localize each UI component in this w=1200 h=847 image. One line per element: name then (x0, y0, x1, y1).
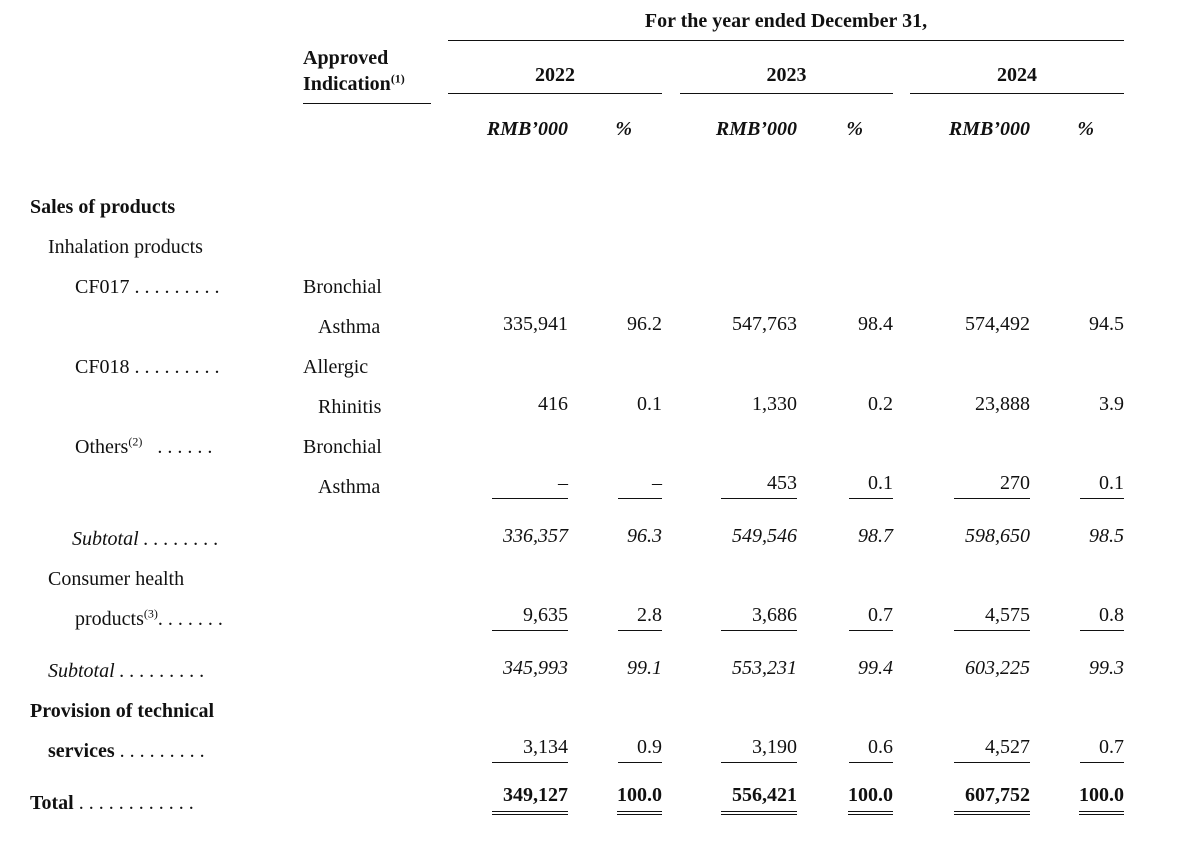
unit-label-2022: RMB’000 (486, 118, 568, 140)
row-label: Consumer health (48, 568, 185, 590)
percent-2022: 99.1 (627, 657, 662, 679)
percent-2023: 98.4 (858, 313, 893, 335)
approved-indication-header (303, 45, 431, 104)
amount-2023: 547,763 (732, 313, 797, 335)
percent-2022: – (568, 472, 662, 505)
percent-2022: 96.3 (627, 525, 662, 547)
percent-2024: 99.3 (1089, 657, 1124, 679)
amount-2024: 574,492 (965, 313, 1030, 335)
year-2024-header: 2024 (910, 64, 1124, 94)
indication: Bronchial (303, 276, 382, 298)
amount-2022: 336,357 (503, 525, 568, 547)
percent-2024: 94.5 (1089, 313, 1124, 335)
year-2022-header: 2022 (448, 64, 662, 94)
dot-leader: . . . . . . . . . (119, 740, 205, 762)
row-others-line1 (30, 425, 1200, 465)
row-inhalation-products (30, 225, 1200, 265)
row-label: Others$^{(2)}$ . . . . . . (75, 434, 213, 458)
row-cf018-values (30, 385, 1200, 425)
percent-2024: 100.0 (1030, 784, 1124, 821)
percent-2023: 98.7 (858, 525, 893, 547)
amount-2022: 3,134 (448, 736, 568, 769)
indication: Rhinitis (318, 396, 382, 418)
dot-leader: . . . . . . (157, 436, 213, 458)
row-label: Provision of technical (30, 700, 215, 722)
row-label: CF018 . . . . . . . . . (75, 356, 220, 378)
year-span-title: For the year ended December 31, (448, 10, 1124, 41)
row-sales-of-products (30, 185, 1200, 225)
row-total (30, 781, 1200, 821)
percent-2023: 100.0 (797, 784, 893, 821)
percent-2022: 96.2 (627, 313, 662, 335)
amount-2024: 4,575 (910, 604, 1030, 637)
unit-label-2024: RMB’000 (948, 118, 1030, 140)
row-subtotal-sales (30, 649, 1200, 689)
percent-2024: 0.7 (1030, 736, 1124, 769)
percent-2023: 0.2 (868, 393, 893, 415)
row-label: Subtotal . . . . . . . . (72, 528, 219, 550)
row-label: Total . . . . . . . . . . . . (30, 792, 194, 814)
amount-2022: 349,127 (448, 784, 568, 821)
percent-2022: 100.0 (568, 784, 662, 821)
percent-2024: 0.1 (1030, 472, 1124, 505)
row-label: Inhalation products (48, 236, 203, 258)
amount-2024: 270 (910, 472, 1030, 505)
row-technical-services-line1 (30, 689, 1200, 729)
row-label: Subtotal . . . . . . . . . (48, 660, 205, 682)
row-consumer-health-values (30, 597, 1200, 637)
row-consumer-health-line1 (30, 557, 1200, 597)
row-cf018-line1 (30, 345, 1200, 385)
percent-2024: 0.8 (1030, 604, 1124, 637)
percent-2024: 98.5 (1089, 525, 1124, 547)
row-cf017-values (30, 305, 1200, 345)
approved-indication-line2: Indication$^{(1)}$ (303, 71, 405, 95)
amount-2022: 416 (538, 393, 568, 415)
percent-2023: 99.4 (858, 657, 893, 679)
percent-label-2023: % (846, 118, 863, 140)
amount-2023: 553,231 (732, 657, 797, 679)
year-2023-header: 2023 (680, 64, 893, 94)
percent-2023: 0.1 (797, 472, 893, 505)
percent-label-2024: % (1077, 118, 1094, 140)
percent-label-2022: % (615, 118, 632, 140)
amount-2024: 607,752 (910, 784, 1030, 821)
row-others-values (30, 465, 1200, 505)
indication: Asthma (318, 316, 381, 338)
amount-2024: 598,650 (965, 525, 1030, 547)
dot-leader: . . . . . . . . . (119, 660, 205, 682)
amount-2023: 3,686 (680, 604, 797, 637)
footnote-ref-3: (3) (143, 606, 158, 621)
row-cf017-line1 (30, 265, 1200, 305)
amount-2022: – (448, 472, 568, 505)
indication: Allergic (303, 356, 369, 378)
indication: Asthma (318, 476, 381, 498)
approved-indication-line1: Approved (303, 47, 389, 69)
amount-2024: 23,888 (975, 393, 1030, 415)
footnote-ref-1: (1) (390, 71, 405, 86)
percent-2022: 0.1 (637, 393, 662, 415)
row-subtotal-inhalation (30, 517, 1200, 557)
amount-2022: 345,993 (503, 657, 568, 679)
table-header-years (30, 45, 1200, 104)
dot-leader: . . . . . . . (157, 608, 223, 630)
row-label: Sales of products (30, 196, 176, 218)
percent-2022: 0.9 (568, 736, 662, 769)
row-technical-services-values (30, 729, 1200, 769)
amount-2023: 549,546 (732, 525, 797, 547)
row-label: products$^{(3)}$. . . . . . . (75, 606, 223, 630)
percent-2023: 0.6 (797, 736, 893, 769)
amount-2023: 3,190 (680, 736, 797, 769)
table-header-units (30, 118, 1200, 141)
amount-2024: 4,527 (910, 736, 1030, 769)
table-header-spanner (30, 10, 1200, 41)
row-label: CF017 . . . . . . . . . (75, 276, 220, 298)
unit-label-2023: RMB’000 (715, 118, 797, 140)
amount-2022: 335,941 (503, 313, 568, 335)
amount-2023: 556,421 (680, 784, 797, 821)
dot-leader: . . . . . . . . (143, 528, 219, 550)
dot-leader: . . . . . . . . . . . . (78, 792, 194, 814)
amount-2024: 603,225 (965, 657, 1030, 679)
dot-leader: . . . . . . . . . (134, 356, 220, 378)
percent-2023: 0.7 (797, 604, 893, 637)
amount-2023: 453 (680, 472, 797, 505)
amount-2023: 1,330 (752, 393, 797, 415)
footnote-ref-2: (2) (128, 434, 143, 449)
indication: Bronchial (303, 436, 382, 458)
percent-2022: 2.8 (568, 604, 662, 637)
dot-leader: . . . . . . . . . (134, 276, 220, 298)
row-label: services . . . . . . . . . (48, 740, 205, 762)
amount-2022: 9,635 (448, 604, 568, 637)
percent-2024: 3.9 (1099, 393, 1124, 415)
